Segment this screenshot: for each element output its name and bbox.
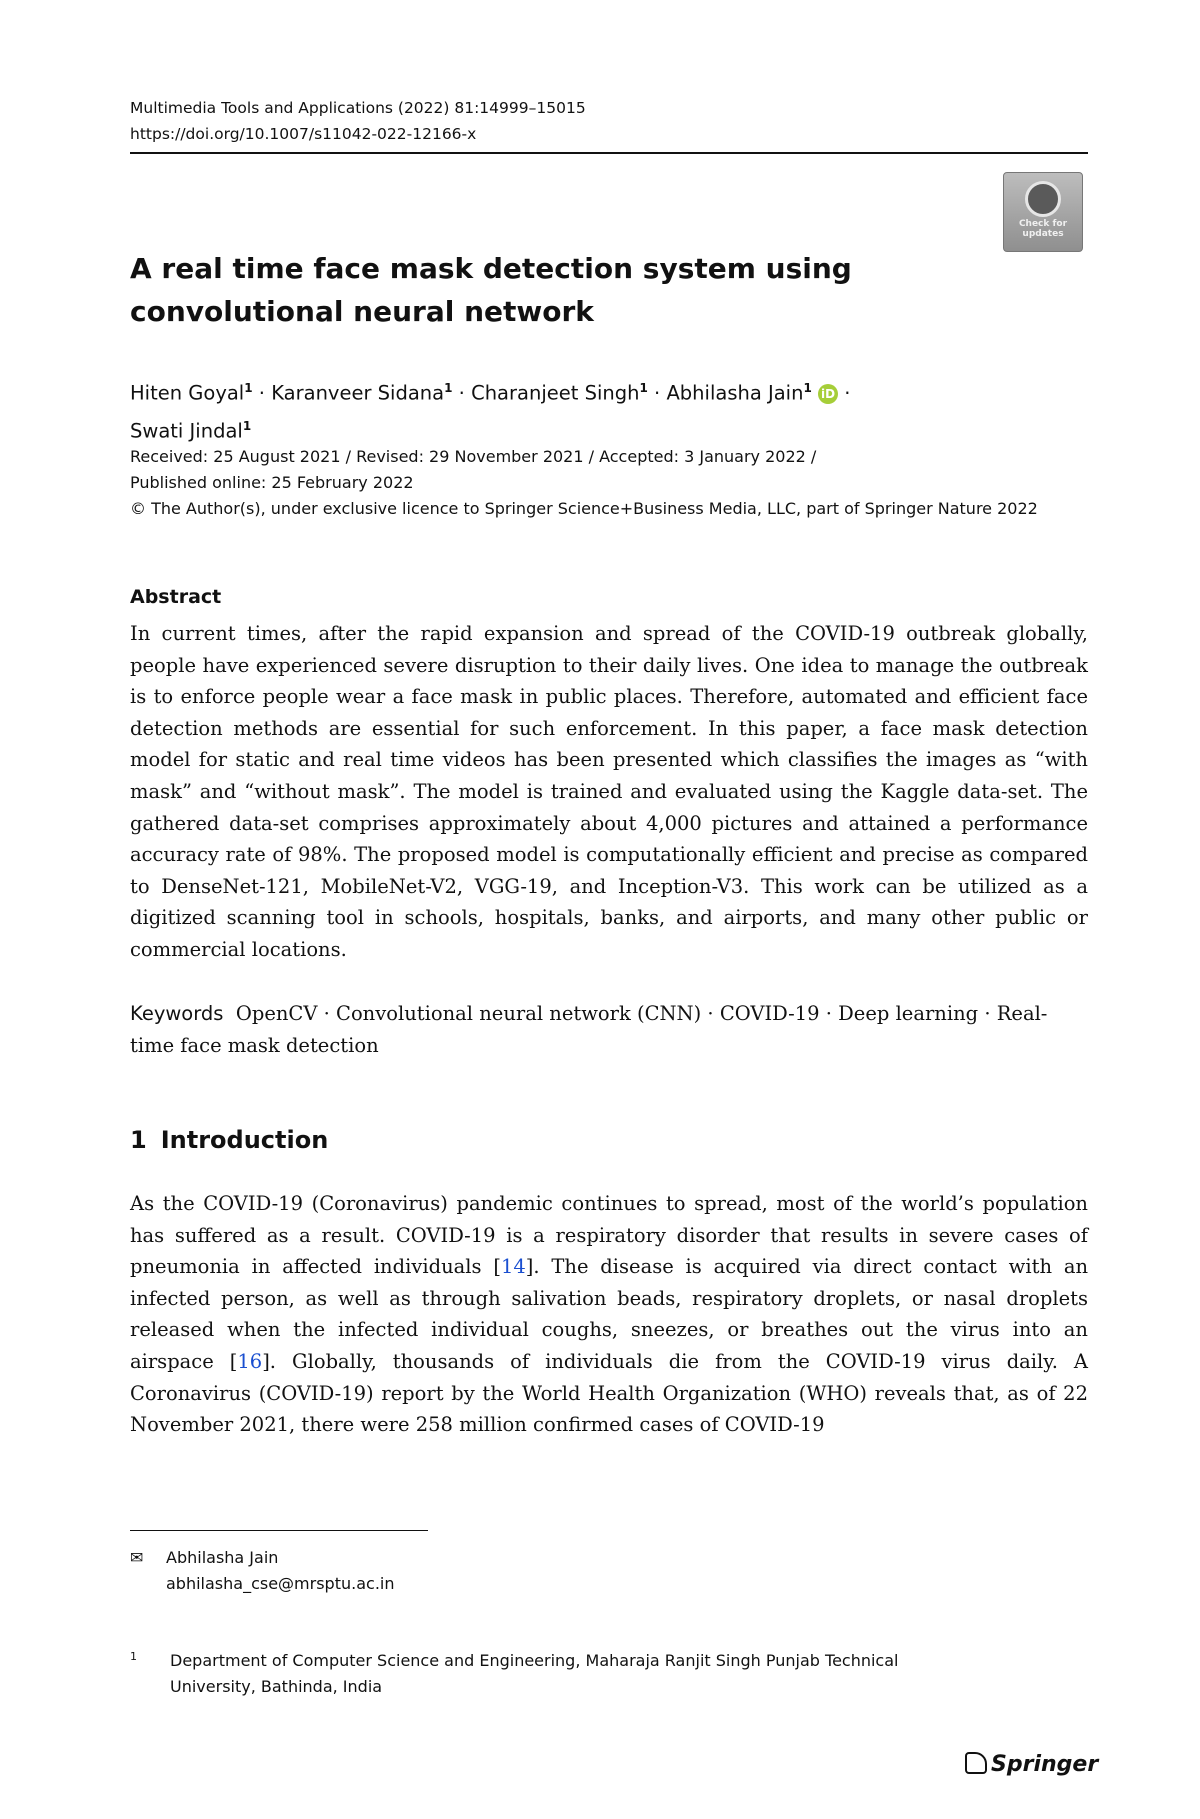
affiliation <box>130 1648 1030 1700</box>
check-for-updates-icon[interactable] <box>1003 172 1083 252</box>
section-title: Introduction <box>160 1126 329 1154</box>
citation-link[interactable]: 16 <box>237 1349 263 1373</box>
published-online: Published online: 25 February 2022 <box>130 473 414 492</box>
journal-citation: Multimedia Tools and Applications (2022) 81:14999–15015 <box>130 99 586 117</box>
header-rule <box>130 152 1088 154</box>
title-line-1: A real time face mask detection system using <box>130 252 852 285</box>
keywords <box>130 998 1088 1061</box>
paper-title <box>130 247 1030 333</box>
envelope-icon: ✉ <box>130 1548 144 1567</box>
publisher-name: Springer <box>991 1752 1099 1777</box>
author-name[interactable]: Hiten Goyal <box>130 381 245 405</box>
orcid-icon[interactable]: iD <box>818 384 838 404</box>
received-revised-accepted: Received: 25 August 2021 / Revised: 29 November 2021 / Accepted: 3 January 2022 / <box>130 447 817 466</box>
author-name[interactable]: Abhilasha Jain <box>666 381 804 405</box>
citation-link[interactable]: 14 <box>500 1255 526 1279</box>
journal-header <box>130 95 586 147</box>
abstract-heading: Abstract <box>130 586 222 608</box>
affiliation-line-1: Department of Computer Science and Engineering, Maharaja Ranjit Singh Punjab Technical <box>170 1651 899 1670</box>
author-list: Hiten Goyal$^1$ · Karanveer Sidana$^1$ · Charanjeet Singh$^1$ · Abhilasha Jain$^1$ iD · Swati Jindal$^1$ <box>130 381 851 442</box>
author-name[interactable]: Swati Jindal <box>130 419 243 442</box>
corresponding-name: Abhilasha Jain <box>166 1548 279 1567</box>
check-updates-label: Check for updates <box>1018 219 1068 239</box>
intro-paragraph: As the COVID-19 (Coronavirus) pandemic continues to spread, most of the world’s population has suffered as a result. COVID-19 is a respiratory disorder that results in severe cases of pneumonia in affected individuals [14]. The disease is acquired via direct contact with an infected person, as well as through salivation beads, respiratory droplets, or nasal droplets released when the infected individual coughs, sneezes, or breathes out the virus into an airspace [16]. Globally, thousands of individuals die from the COVID-19 virus daily. A Coronavirus (COVID-19) report by the World Health Organization (WHO) reveals that, as of 22 November 2021, there were 258 million confirmed cases of COVID-19 <box>130 1192 1089 1437</box>
corresponding-author <box>130 1545 394 1597</box>
title-line-2: convolutional neural network <box>130 295 594 328</box>
keywords-list: OpenCV · Convolutional neural network (CNN) · COVID-19 · Deep learning · Real-time face mask detection <box>130 1002 1048 1057</box>
author-name[interactable]: Charanjeet Singh <box>471 381 640 405</box>
springer-logo <box>965 1752 1098 1777</box>
corresponding-email[interactable]: abhilasha_cse@mrsptu.ac.in <box>166 1574 395 1593</box>
section-heading <box>130 1126 328 1154</box>
affiliation-line-2: University, Bathinda, India <box>170 1677 383 1696</box>
abstract-text: In current times, after the rapid expansion and spread of the COVID-19 outbreak globally, people have experienced severe disruption to their daily lives. One idea to manage the outbreak is to enforce people wear a face mask in public places. Therefore, automated and efficient face detection methods are essential for such enforcement. In this paper, a face mask detection model for static and real time videos has been presented which classifies the images as “with mask” and “without mask”. The model is trained and evaluated using the Kaggle data-set. The gathered data-set comprises approximately about 4,000 pictures and attained a performance accuracy rate of 98%. The proposed model is computationally efficient and precise as compared to DenseNet-121, MobileNet-V2, VGG-19, and Inception-V3. This work can be utilized as a digitized scanning tool in schools, hospitals, banks, and airports, and many other public or commercial locations. <box>130 622 1088 961</box>
springer-horse-icon <box>965 1752 987 1774</box>
section-number: 1 <box>130 1126 147 1154</box>
publication-dates <box>130 444 1090 522</box>
crossmark-icon <box>1025 181 1061 217</box>
keywords-label: Keywords <box>130 1002 224 1025</box>
affiliation-number: 1 <box>130 1650 137 1663</box>
copyright-notice: © The Author(s), under exclusive licence to Springer Science+Business Media, LLC, part of Springer Nature 2022 <box>130 499 1038 518</box>
author-name[interactable]: Karanveer Sidana <box>271 381 445 405</box>
doi-link[interactable]: https://doi.org/10.1007/s11042-022-12166-x <box>130 125 477 143</box>
footnote-rule <box>130 1530 428 1531</box>
